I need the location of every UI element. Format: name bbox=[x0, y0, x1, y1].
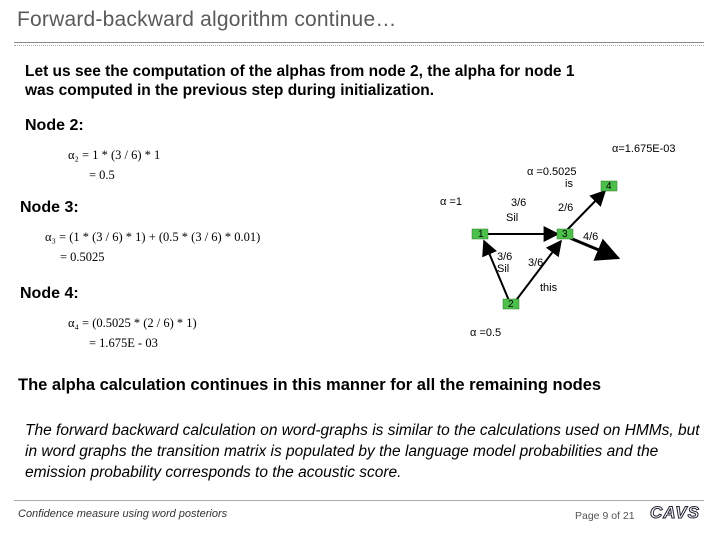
hmm-comparison-text: The forward backward calculation on word-graphs is similar to the calculations used on HMMs, but in word graphs the transition matrix is populated by the language model probabilities and the emission probability corresponds to the acoustic score. bbox=[25, 422, 700, 481]
node2-result: = 0.5 bbox=[89, 168, 115, 182]
cavs-logo: CAVS bbox=[650, 503, 700, 522]
node3-alpha-word: is bbox=[565, 178, 573, 190]
node3-result: = 0.5025 bbox=[60, 250, 105, 264]
edge-2-1-prob: 3/6 bbox=[497, 251, 513, 263]
node-4-label: 4 bbox=[606, 181, 612, 192]
footer-title: Confidence measure using word posteriors bbox=[18, 508, 228, 520]
node4-alpha: α=1.675E-03 bbox=[612, 143, 676, 155]
node-2-label: 2 bbox=[508, 299, 514, 310]
node2-equation: α₂ = 1 * (3 / 6) * 1 bbox=[68, 148, 161, 162]
node4-heading: Node 4: bbox=[20, 285, 79, 302]
node4-equation: α₄ = (0.5025 * (2 / 6) * 1) bbox=[68, 316, 197, 330]
node2-heading: Node 2: bbox=[25, 117, 84, 134]
intro-text: Let us see the computation of the alphas from node 2, the alpha for node 1 was computed in the previous step during initialization. bbox=[25, 63, 575, 99]
node-3-label: 3 bbox=[562, 229, 568, 240]
page-number: Page 9 of 21 bbox=[575, 510, 635, 522]
node4-result: = 1.675E - 03 bbox=[89, 336, 158, 350]
edge-2-1-word: Sil bbox=[497, 263, 510, 275]
edge-1-3-word: Sil bbox=[506, 212, 519, 224]
node3-heading: Node 3: bbox=[20, 199, 79, 216]
continuation-text: The alpha calculation continues in this manner for all the remaining nodes bbox=[18, 376, 602, 394]
footer-divider bbox=[14, 500, 704, 501]
node3-equation: α₃ = (1 * (3 / 6) * 1) + (0.5 * (3 / 6) * 0.01) bbox=[45, 230, 261, 244]
edge-1-3-prob: 3/6 bbox=[511, 197, 527, 209]
edge-3-4-prob: 2/6 bbox=[558, 202, 574, 214]
edge-3-out-prob: 4/6 bbox=[583, 231, 599, 243]
node2-alpha: α =0.5 bbox=[470, 327, 502, 339]
edge-2-3-prob: 3/6 bbox=[528, 257, 544, 269]
node1-alpha: α =1 bbox=[440, 196, 462, 208]
edge-2-3-word: this bbox=[540, 282, 558, 294]
node-1-label: 1 bbox=[478, 229, 484, 240]
node3-alpha: α =0.5025 bbox=[527, 166, 577, 178]
slide-title: Forward-backward algorithm continue… bbox=[17, 8, 397, 31]
